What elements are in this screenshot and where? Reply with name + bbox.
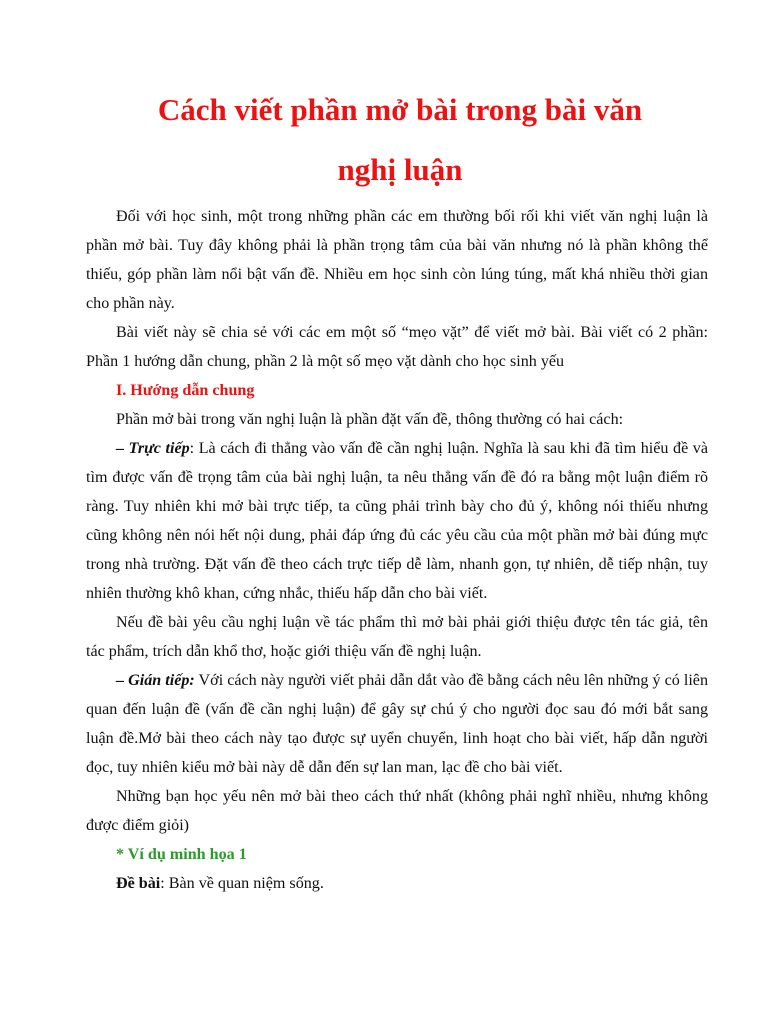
weak-students-paragraph: Những bạn học yếu nên mở bài theo cách thứ nhất (không phải nghĩ nhiều, nhưng không được điểm giỏi)	[86, 788, 708, 834]
direct-method-text: : Là cách đi thẳng vào vấn đề cần nghị luận. Nghĩa là sau khi đã tìm hiểu đề và tìm được vấn đề trọng tâm của bài nghị luận, ta nêu thẳng vấn đề đó ra bằng một luận điểm rõ ràng. Tuy nhiên khi mở bài trực tiếp, ta cũng phải trình bày cho đủ ý, không nói thiếu nhưng cũng không nên nói hết nội dung, phải đáp ứng đủ các yêu cầu của một phần mở bài đúng mực trong nhà trường. Đặt vấn đề theo cách trực tiếp dễ làm, nhanh gọn, tự nhiên, dễ tiếp nhận, tuy nhiên thường khô khan, cứng nhắc, thiếu hấp dẫn cho bài viết.	[86, 440, 708, 602]
indirect-method-term: – Gián tiếp:	[116, 672, 195, 689]
document-body	[86, 202, 708, 898]
indirect-method-text: Với cách này người viết phải dẫn dắt vào đề bằng cách nêu lên những ý có liên quan đến luận đề (vấn đề cần nghị luận) để gây sự chú ý cho người đọc sau đó mới bắt sang luận đề.Mở bài theo cách này tạo được sự uyển chuyển, linh hoạt cho bài viết, hấp dẫn người đọc, tuy nhiên kiểu mở bài này dễ dẫn đến sự lan man, lạc đề cho bài viết.	[86, 672, 708, 776]
direct-method-term: – Trực tiếp	[116, 440, 190, 457]
topic-paragraph	[86, 869, 708, 898]
intro-paragraph: Đối với học sinh, một trong những phần các em thường bối rối khi viết văn nghị luận là phần mở bài. Tuy đây không phải là phần trọng tâm của bài văn nhưng nó là phần không thể thiếu, góp phần làm nổi bật vấn đề. Nhiều em học sinh còn lúng túng, mất khá nhiều thời gian cho phần này.	[86, 208, 708, 312]
indirect-method-paragraph	[86, 666, 708, 782]
literary-work-paragraph: Nếu đề bài yêu cầu nghị luận về tác phẩm thì mở bài phải giới thiệu được tên tác giả, tên tác phẩm, trích dẫn khổ thơ, hoặc giới thiệu vấn đề nghị luận.	[86, 614, 708, 660]
two-methods-paragraph: Phần mở bài trong văn nghị luận là phần đặt vấn đề, thông thường có hai cách:	[116, 411, 624, 428]
document-title-line-1: Cách viết phần mở bài trong bài văn	[157, 92, 643, 127]
purpose-paragraph: Bài viết này sẽ chia sẻ với các em một số “mẹo vặt” để viết mở bài. Bài viết có 2 phần: Phần 1 hướng dẫn chung, phần 2 là một số mẹo vặt dành cho học sinh yếu	[86, 324, 708, 370]
section-heading-general-guide: I. Hướng dẫn chung	[116, 382, 255, 399]
topic-label: Đề bài	[116, 875, 161, 892]
example-heading: * Ví dụ minh họa 1	[116, 846, 247, 863]
direct-method-paragraph	[86, 434, 708, 608]
topic-text: : Bàn về quan niệm sống.	[160, 875, 324, 892]
document-title-line-2: nghị luận	[337, 152, 463, 187]
